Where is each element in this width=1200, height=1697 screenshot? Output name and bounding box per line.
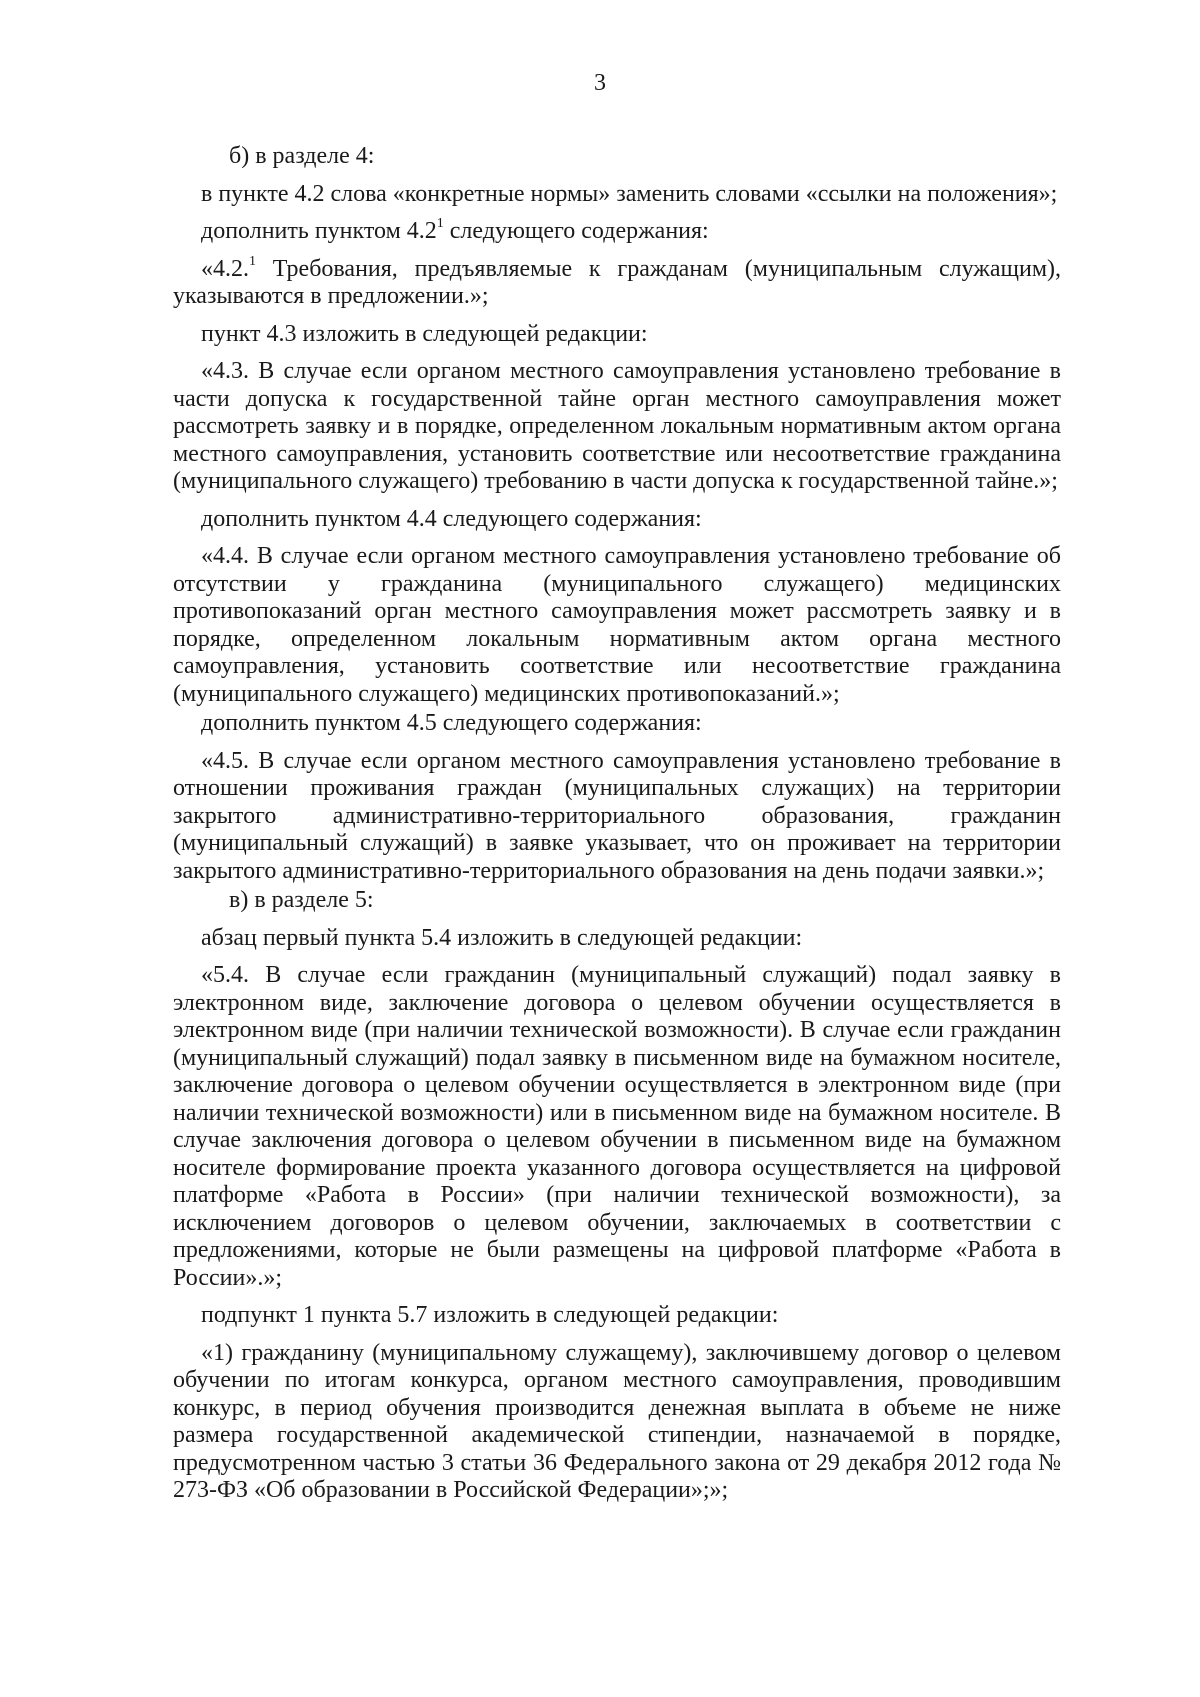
paragraph-text: дополнить пунктом 4.2 (201, 218, 437, 244)
superscript: 1 (436, 216, 444, 231)
paragraph-text: «4.2. (201, 255, 249, 282)
paragraph: пункт 4.3 изложить в следующей редакции: (201, 320, 648, 347)
paragraph (173, 218, 1061, 246)
paragraph: б) в разделе 4: (229, 143, 375, 169)
paragraph: «1) гражданину (муниципальному служащему), заключившему договор о целевом обучении по итогам конкурса, органом местного самоуправления, проводившим конкурс, в период обучения производится денежная выплата в объеме не ниже размера государственной академической стипендии, назначаемой в порядке, предусмотренном частью 3 статьи 36 Федерального закона от 29 декабря 2012 года № 273-ФЗ «Об образовании в Российской Федерации»;»; (173, 1339, 1061, 1503)
paragraph-text: Требования, предъявляемые к гражданам (муниципальным служащим), указываются в предложении.»; (173, 255, 1061, 309)
paragraph: в) в разделе 5: (229, 887, 374, 913)
paragraph: дополнить пунктом 4.5 следующего содержания: (201, 710, 702, 736)
paragraph-text: следующего содержания: (443, 218, 709, 244)
paragraph (173, 253, 1061, 311)
paragraph: в пункте 4.2 слова «конкретные нормы» заменить словами «ссылки на положения»; (201, 180, 1058, 207)
paragraph: «4.4. В случае если органом местного самоуправления установлено требование об отсутствии у гражданина (муниципального служащего) медицинских противопоказаний орган местного самоуправления может рассмотреть заявку и в порядке, определенном локальным нормативным актом органа местного самоуправления, установить соответствие или несоответствие гражданина (муниципального служащего) медицинских противопоказаний.»; (173, 543, 1061, 707)
superscript: 1 (249, 253, 256, 269)
document-body (173, 143, 1061, 1515)
paragraph: «4.5. В случае если органом местного самоуправления установлено требование в отношении проживания граждан (муниципальных служащих) на территории закрытого административно-территориального образования, гражданин (муниципальный служащий) в заявке указывает, что он проживает на территории закрытого административно-территориального образования на день подачи заявки.»; (173, 747, 1061, 884)
paragraph: подпункт 1 пункта 5.7 изложить в следующей редакции: (201, 1302, 779, 1328)
paragraph: «5.4. В случае если гражданин (муниципальный служащий) подал заявку в электронном виде, заключение договора о целевом обучении осуществляется в электронном виде (при наличии технической возможности). В случае если гражданин (муниципальный служащий) подал заявку в письменном виде на бумажном носителе, заключение договора о целевом обучении осуществляется в электронном виде (при наличии технической возможности) или в письменном виде на бумажном носителе. В случае заключения договора о целевом обучении в письменном виде на бумажном носителе формирование проекта указанного договора осуществляется на цифровой платформе «Работа в России» (при наличии технической возможности), за исключением договоров о целевом обучении, заключаемых в соответствии с предложениями, которые не были размещены на цифровой платформе «Работа в России».»; (173, 962, 1061, 1291)
page-number: 3 (594, 70, 606, 96)
paragraph: абзац первый пункта 5.4 изложить в следующей редакции: (201, 924, 803, 951)
paragraph: «4.3. В случае если органом местного самоуправления установлено требование в части допуска к государственной тайне орган местного самоуправления может рассмотреть заявку и в порядке, определенном локальным нормативным актом органа местного самоуправления, установить соответствие или несоответствие гражданина (муниципального служащего) требованию в части допуска к государственной тайне.»; (173, 358, 1061, 494)
paragraph: дополнить пунктом 4.4 следующего содержания: (201, 505, 702, 532)
